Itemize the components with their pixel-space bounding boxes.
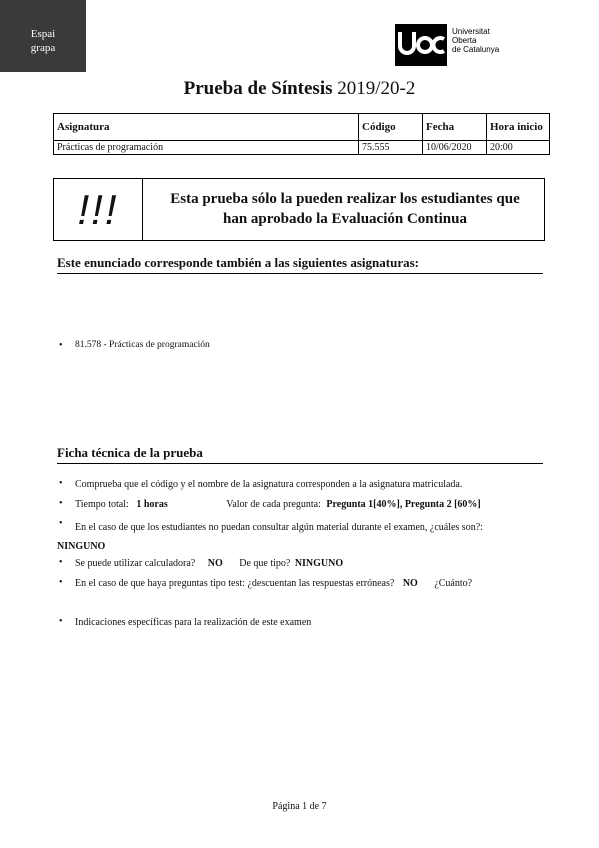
logo-line1: Universitat: [452, 27, 490, 36]
subject-info-table: [53, 113, 550, 155]
cell-codigo: 75.555: [359, 141, 423, 155]
cell-fecha: 10/06/2020: [423, 141, 487, 155]
section-heading-related-subjects: Este enunciado corresponde también a las siguientes asignaturas:: [57, 255, 543, 274]
uoc-logo-text: [452, 27, 499, 54]
title-bold: Prueba de Síntesis: [183, 78, 333, 99]
material-question: En el caso de que los estudiantes no puedan consultar algún material durante el examen, ¿cuáles son?:: [75, 522, 483, 533]
logo-line2: Oberta: [452, 36, 477, 45]
cell-asignatura: Prácticas de programación: [54, 141, 359, 155]
table-header-row: [54, 114, 550, 141]
notice-box: [53, 178, 545, 241]
title-rest: 2019/20-2: [332, 78, 416, 99]
bullet: •: [59, 577, 63, 588]
calc-answer: NO: [207, 558, 223, 569]
type-question: De que tipo?: [239, 558, 291, 569]
test-answer: NO: [402, 578, 418, 589]
material-answer: NINGUNO: [57, 541, 106, 552]
time-value: 1 horas: [136, 499, 168, 510]
bullet: •: [59, 498, 63, 509]
test-question: En el caso de que haya preguntas tipo test: ¿descuentan las respuestas erróneas?: [75, 578, 395, 589]
logo-line3: de Catalunya: [452, 45, 500, 54]
staple-label-line2: grapa: [30, 42, 56, 54]
list-item: • 81.578 - Prácticas de programación: [57, 340, 543, 350]
uoc-logo: [395, 24, 505, 66]
page-number: Página 1 de 7: [272, 801, 327, 812]
type-answer: NINGUNO: [294, 558, 344, 569]
notice-line2: han aprobado la Evaluación Continua: [223, 211, 467, 227]
related-subjects-list: [57, 340, 543, 350]
table-row: [54, 141, 550, 155]
exclamation-icon: !!!: [54, 179, 143, 240]
staple-area: [0, 0, 86, 72]
section-heading-technical-sheet: Ficha técnica de la prueba: [57, 445, 543, 464]
value-label: Valor de cada pregunta:: [226, 499, 321, 510]
bullet: •: [59, 616, 63, 627]
header-asignatura: Asignatura: [54, 114, 359, 141]
how-much: ¿Cuánto?: [434, 578, 473, 589]
specific-text: Indicaciones específicas para la realización de este examen: [75, 617, 312, 628]
uoc-logo-icon: [395, 24, 447, 66]
bullet: •: [59, 518, 63, 529]
calc-question: Se puede utilizar calculadora?: [75, 558, 196, 569]
notice-text: [150, 189, 540, 229]
staple-label-line1: Espai: [30, 28, 56, 40]
header-hora: Hora inicio: [487, 114, 550, 141]
bullet: •: [59, 478, 63, 489]
check-text: Comprueba que el código y el nombre de la asignatura corresponden a la asignatura matriculada.: [75, 479, 463, 490]
value-value: Pregunta 1[40%], Pregunta 2 [60%]: [326, 499, 481, 510]
time-label: Tiempo total:: [75, 499, 129, 510]
header-fecha: Fecha: [423, 114, 487, 141]
header-codigo: Código: [359, 114, 423, 141]
cell-hora: 20:00: [487, 141, 550, 155]
bullet: •: [59, 557, 63, 568]
page-title: [0, 78, 599, 100]
uoc-logo-mark: [395, 24, 447, 66]
notice-line1: Esta prueba sólo la pueden realizar los estudiantes que: [170, 191, 520, 207]
